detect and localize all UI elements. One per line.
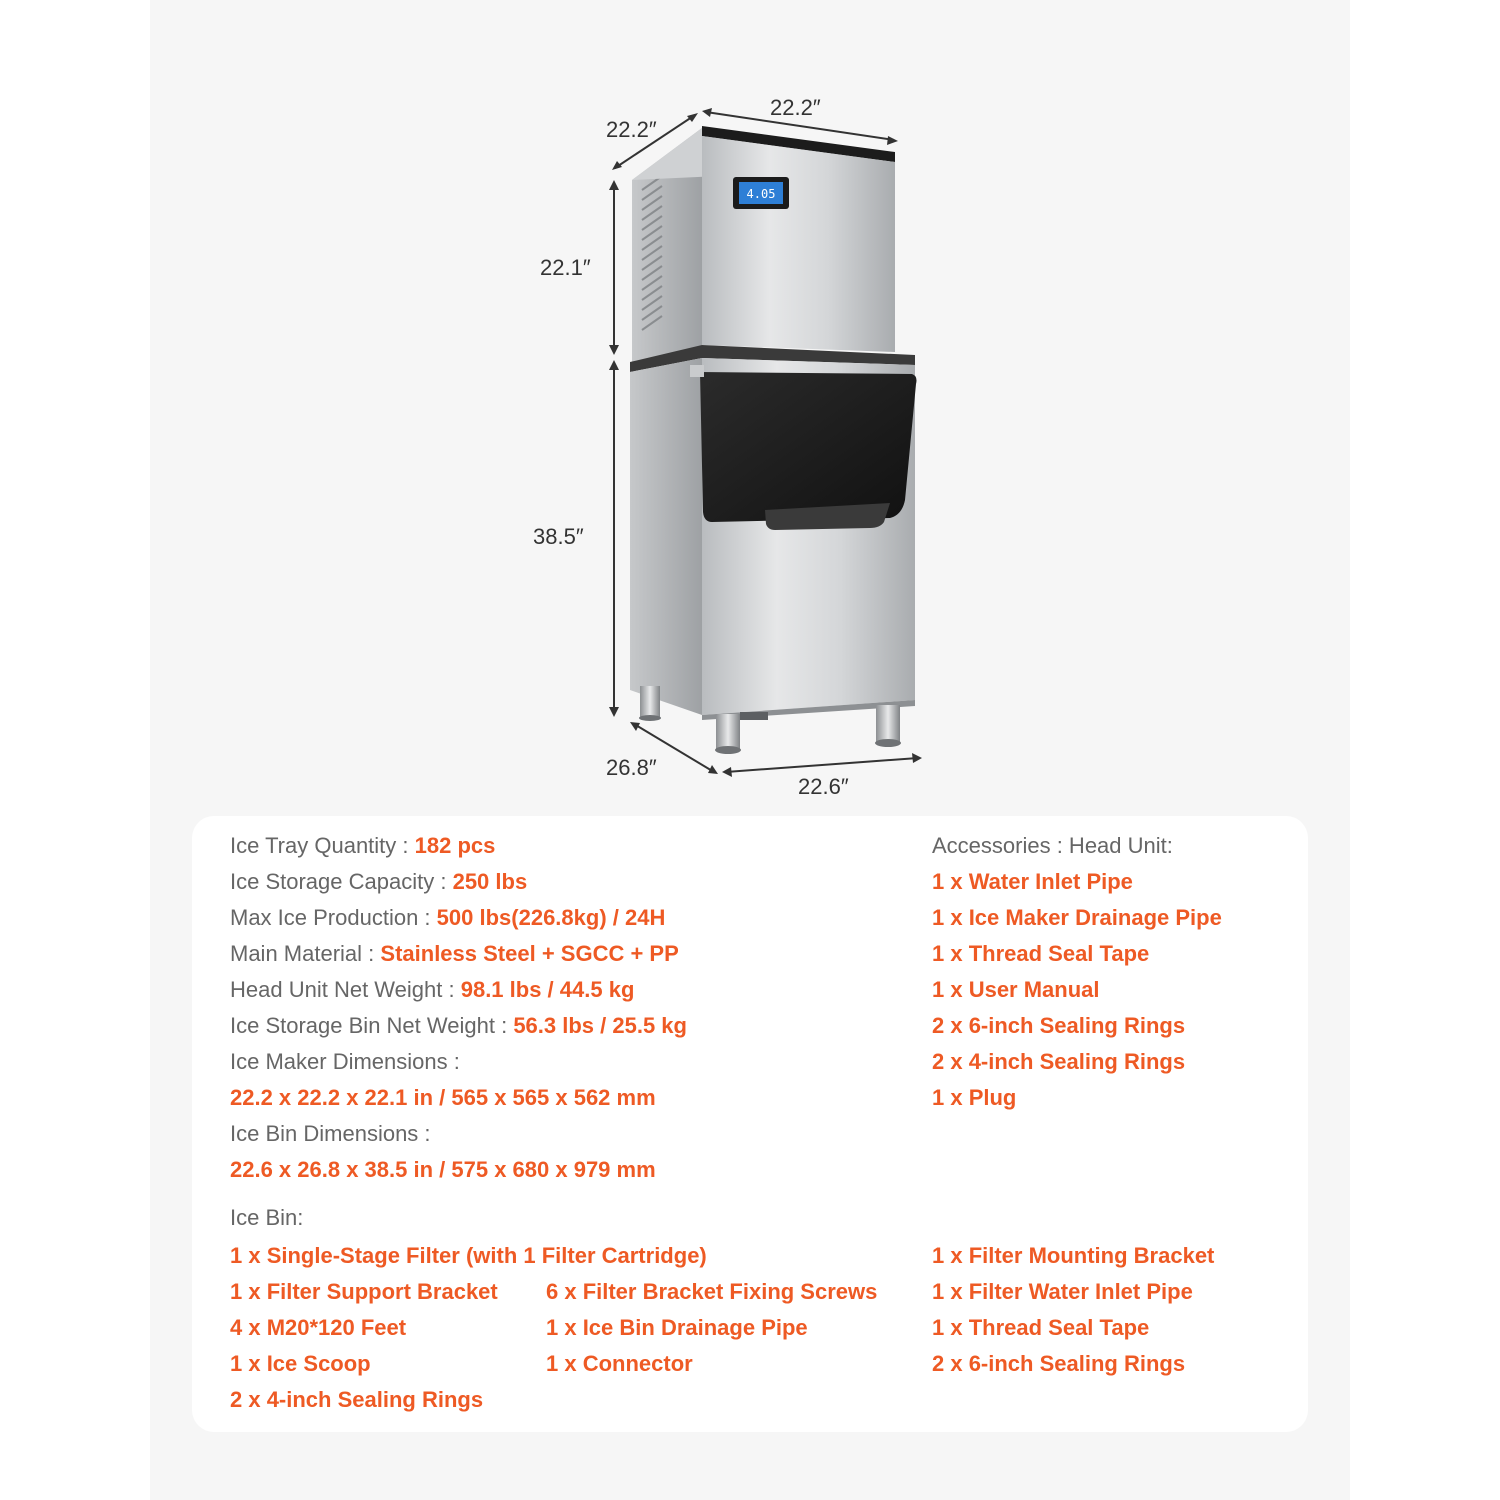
ice-bin-item: 1 x Filter Mounting Bracket	[932, 1243, 1215, 1268]
head-front-panel	[702, 136, 895, 352]
ice-bin-dimensions-value: 22.6 x 26.8 x 38.5 in / 575 x 680 x 979 mm	[230, 1157, 656, 1182]
spec-label: Max Ice Production :	[230, 905, 431, 930]
spec-ice-storage-bin-net-weight	[230, 1011, 687, 1041]
dim-bin-height: 38.5″	[533, 524, 584, 549]
dim-top-width: 22.2″	[770, 95, 821, 120]
ice-bin-item: 1 x Single-Stage Filter (with 1 Filter Cartridge)	[230, 1243, 707, 1268]
spec-max-ice-production	[230, 903, 665, 933]
accessory-item: 1 x Plug	[932, 1085, 1017, 1110]
ice-bin-label: Ice Bin:	[230, 1205, 304, 1230]
ice-bin-item: 1 x Ice Bin Drainage Pipe	[546, 1315, 808, 1340]
accessory-item: 1 x Thread Seal Tape	[932, 941, 1150, 966]
dim-bottom-width: 22.6″	[798, 774, 849, 799]
ice-bin-item: 6 x Filter Bracket Fixing Screws	[546, 1279, 878, 1304]
spec-value: 56.3 lbs / 25.5 kg	[513, 1013, 687, 1038]
spec-value: Stainless Steel + SGCC + PP	[380, 941, 679, 966]
accessory-item: 2 x 4-inch Sealing Rings	[932, 1049, 1186, 1074]
spec-head-unit-net-weight	[230, 975, 634, 1005]
accessory-item: 1 x Ice Maker Drainage Pipe	[932, 905, 1222, 930]
bin-side-panel	[630, 358, 702, 715]
leg-front-right	[876, 705, 900, 743]
spec-main-material	[230, 939, 679, 969]
spec-ice-tray-quantity	[230, 831, 495, 861]
ice-maker-dimensions-label: Ice Maker Dimensions :	[230, 1049, 460, 1074]
ice-maker-dimensions-value: 22.2 x 22.2 x 22.1 in / 565 x 565 x 562 mm	[230, 1085, 656, 1110]
spec-value: 250 lbs	[452, 869, 528, 894]
accessory-item: 2 x 6-inch Sealing Rings	[932, 1013, 1186, 1038]
spec-value: 98.1 lbs / 44.5 kg	[460, 977, 635, 1002]
display-readout: 4.05	[746, 187, 776, 201]
spec-label: Ice Storage Bin Net Weight :	[230, 1013, 508, 1038]
ice-bin-item: 1 x Thread Seal Tape	[932, 1315, 1150, 1340]
ice-bin-item: 1 x Filter Support Bracket	[230, 1279, 498, 1304]
ice-bin-item: 1 x Connector	[546, 1351, 693, 1376]
ice-bin-dimensions-label: Ice Bin Dimensions :	[230, 1121, 431, 1146]
ice-bin-item: 1 x Filter Water Inlet Pipe	[932, 1279, 1193, 1304]
spec-ice-storage-capacity	[230, 867, 527, 897]
ice-bin-item: 1 x Ice Scoop	[230, 1351, 371, 1376]
accessory-item: 1 x User Manual	[932, 977, 1100, 1002]
ice-bin-item: 2 x 6-inch Sealing Rings	[932, 1351, 1186, 1376]
ice-bin-item: 4 x M20*120 Feet	[230, 1315, 407, 1340]
accessories-head-label: Accessories : Head Unit:	[932, 833, 1173, 858]
accessory-item: 1 x Water Inlet Pipe	[932, 869, 1133, 894]
leg-front-left	[716, 714, 740, 750]
dim-bottom-depth: 26.8″	[606, 755, 657, 780]
dim-head-height: 22.1″	[540, 255, 591, 280]
spec-value: 182 pcs	[414, 833, 496, 858]
dim-top-depth: 22.2″	[606, 117, 657, 142]
spec-label: Ice Tray Quantity :	[230, 833, 409, 858]
spec-label: Main Material :	[230, 941, 375, 966]
bin-door	[700, 372, 917, 522]
spec-label: Head Unit Net Weight :	[230, 977, 455, 1002]
ice-bin-item: 2 x 4-inch Sealing Rings	[230, 1387, 484, 1412]
spec-label: Ice Storage Capacity :	[230, 869, 447, 894]
spec-value: 500 lbs(226.8kg) / 24H	[436, 905, 666, 930]
leg-back-left	[640, 686, 660, 718]
